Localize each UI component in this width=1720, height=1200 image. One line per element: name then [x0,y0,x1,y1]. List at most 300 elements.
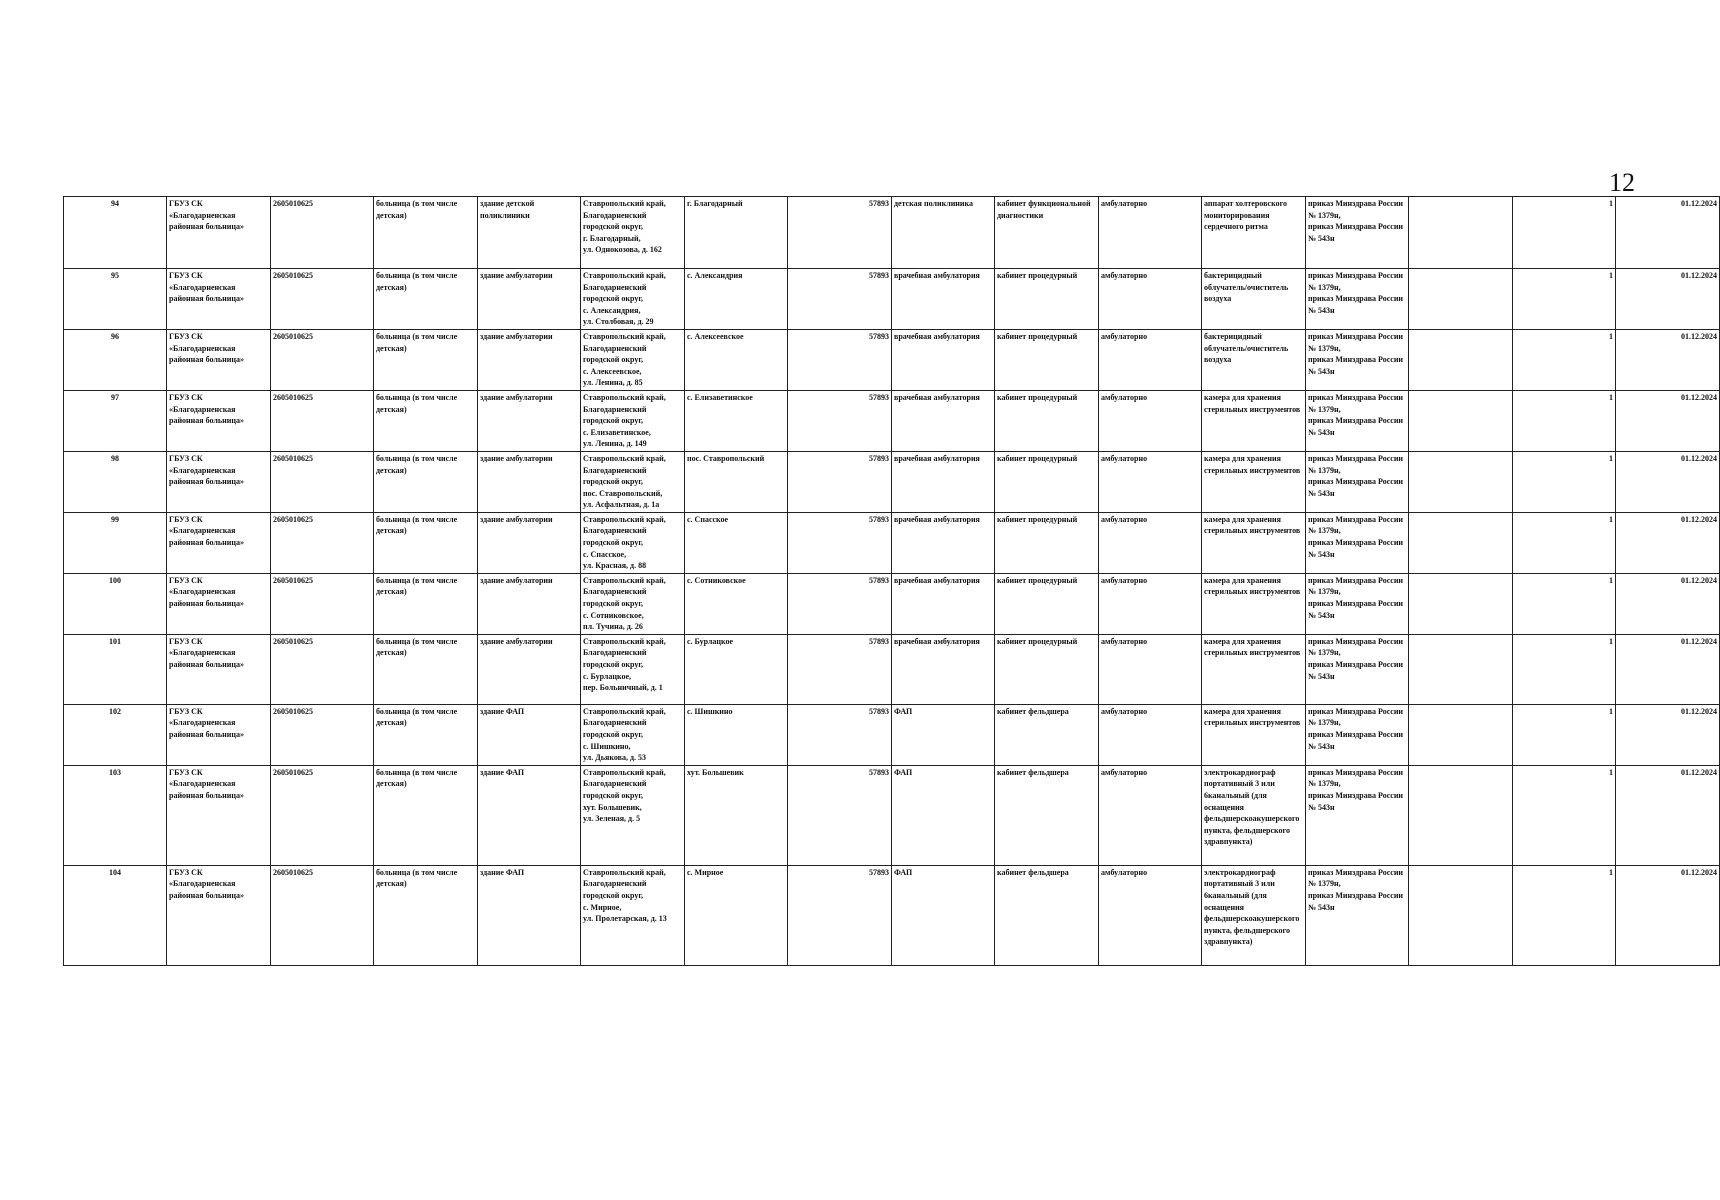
equipment-cell: электрокардиограф портативный 3 или 6канальный (для оснащения фельдшерскоакушерского пункта, фельдшерского здравпункта) [1202,865,1306,965]
address-line: городской округ, [583,477,644,487]
row-number-cell: 103 [64,765,167,865]
building-cell: здание ФАП [478,765,581,865]
unit-cell: врачебная амбулатория [892,573,995,634]
inn-cell: 2605010625 [271,634,374,704]
legal-basis-line: № 1379н, [1308,718,1341,728]
table-row [64,765,1720,865]
legal-basis-line: приказ Минздрава России [1308,294,1404,304]
address-line: Благодарненский [583,343,647,353]
organization-line: ГБУЗ СК [169,767,203,777]
legal-basis-line: приказ Минздрава России [1308,706,1404,716]
legal-basis-line: № 1379н, [1308,587,1341,597]
building-cell: здание амбулатории [478,512,581,573]
unit-cell: врачебная амбулатория [892,451,995,512]
address-line: Ставропольский край, [583,867,666,877]
address-cell [581,573,685,634]
page-number: 12 [1609,168,1635,197]
building-cell: здание амбулатории [478,269,581,330]
organization-line: ГБУЗ СК [169,453,203,463]
building-cell: здание амбулатории [478,451,581,512]
row-number-cell: 102 [64,704,167,765]
inn-cell: 2605010625 [271,329,374,390]
row-number-cell: 95 [64,269,167,330]
quantity-cell: 1 [1513,269,1616,330]
address-line: городской округ, [583,355,644,365]
unit-cell: врачебная амбулатория [892,269,995,330]
legal-basis-line: приказ Минздрава России [1308,477,1404,487]
date-cell: 01.12.2024 [1616,197,1720,269]
room-cell: кабинет процедурный [995,512,1099,573]
address-line: ул. Дьякова, д. 53 [583,753,647,763]
table-row [64,704,1720,765]
locality-cell: с. Александрия [685,269,788,330]
address-line: городской округ, [583,660,644,669]
locality-cell: с. Бурлацкое [685,634,788,704]
unit-cell: врачебная амбулатория [892,329,995,390]
organization-cell [167,390,271,451]
code-cell: 57893 [788,197,892,269]
unit-cell: врачебная амбулатория [892,390,995,451]
legal-basis-line: приказ Минздрава России [1308,867,1404,877]
legal-basis-line: № 543н [1308,427,1335,437]
room-cell: кабинет фельдшера [995,704,1099,765]
legal-basis-line: № 1379н, [1308,282,1341,292]
address-line: с. Алексеевское, [583,366,642,376]
address-line: Ставропольский край, [583,331,666,341]
address-line: Благодарненский [583,210,647,220]
quantity-cell: 1 [1513,197,1616,269]
legal-basis-line: приказ Минздрава России [1308,538,1404,548]
empty-cell [1409,512,1513,573]
quantity-cell: 1 [1513,573,1616,634]
locality-cell: с. Алексеевское [685,329,788,390]
address-line: Благодарненский [583,526,647,536]
legal-basis-line: № 543н [1308,366,1335,376]
building-cell: здание ФАП [478,704,581,765]
facility-type-cell: больница (в том числе детская) [374,269,478,330]
address-line: с. Мирное, [583,902,622,912]
address-line: городской округ, [583,890,644,900]
care-mode-cell: амбулаторно [1099,765,1202,865]
care-mode-cell: амбулаторно [1099,197,1202,269]
empty-cell [1409,197,1513,269]
equipment-cell: камера для хранения стерильных инструментов [1202,573,1306,634]
code-cell: 57893 [788,865,892,965]
address-line: городской округ, [583,599,644,609]
address-line: Ставропольский край, [583,392,666,402]
date-cell: 01.12.2024 [1616,269,1720,330]
unit-cell: врачебная амбулатория [892,634,995,704]
legal-basis-line: № 543н [1308,488,1335,498]
registry-table [63,196,1720,966]
address-line: городской округ, [583,730,644,739]
quantity-cell: 1 [1513,865,1616,965]
legal-basis-line: № 543н [1308,549,1335,559]
locality-cell: с. Мирное [685,865,788,965]
address-line: ул. Красная, д. 88 [583,561,647,571]
quantity-cell: 1 [1513,390,1616,451]
legal-basis-line: № 1379н, [1308,404,1341,414]
legal-basis-line: № 543н [1308,305,1335,315]
organization-line: «Благодарненская [169,648,236,658]
table-row [64,329,1720,390]
address-cell [581,329,685,390]
legal-basis-line: приказ Минздрава России [1308,416,1404,426]
organization-cell [167,512,271,573]
address-line: городской округ, [583,222,644,232]
inn-cell: 2605010625 [271,451,374,512]
address-cell [581,765,685,865]
legal-basis-line: № 543н [1308,610,1335,620]
legal-basis-cell [1306,765,1409,865]
address-line: ул. Столбовая, д. 29 [583,317,654,327]
locality-cell: с. Шишкино [685,704,788,765]
address-line: пер. Больничный, д. 1 [583,683,663,693]
legal-basis-line: приказ Минздрава России [1308,575,1404,585]
address-line: Благодарненский [583,779,647,789]
organization-line: «Благодарненская [169,587,236,597]
address-line: Ставропольский край, [583,706,666,716]
equipment-cell: электрокардиограф портативный 3 или 6канальный (для оснащения фельдшерскоакушерского пункта, фельдшерского здравпункта) [1202,765,1306,865]
organization-line: районная больница» [169,355,244,365]
empty-cell [1409,573,1513,634]
address-line: пос. Ставропольский, [583,488,663,498]
code-cell: 57893 [788,329,892,390]
legal-basis-line: приказ Минздрава России [1308,514,1404,524]
legal-basis-line: приказ Минздрава России [1308,790,1404,800]
row-number-cell: 100 [64,573,167,634]
address-line: пл. Тучина, д. 26 [583,622,643,632]
address-line: с. Шишкино, [583,741,631,751]
unit-cell: детская поликлиника [892,197,995,269]
inn-cell: 2605010625 [271,197,374,269]
date-cell: 01.12.2024 [1616,573,1720,634]
empty-cell [1409,865,1513,965]
organization-line: ГБУЗ СК [169,514,203,524]
organization-line: «Благодарненская [169,465,236,475]
code-cell: 57893 [788,634,892,704]
building-cell: здание ФАП [478,865,581,965]
row-number-cell: 94 [64,197,167,269]
organization-cell [167,451,271,512]
legal-basis-cell [1306,197,1409,269]
legal-basis-line: приказ Минздрава России [1308,660,1404,669]
address-line: Ставропольский край, [583,636,666,646]
organization-line: «Благодарненская [169,718,236,728]
quantity-cell: 1 [1513,512,1616,573]
code-cell: 57893 [788,512,892,573]
address-line: Ставропольский край, [583,767,666,777]
inn-cell: 2605010625 [271,390,374,451]
inn-cell: 2605010625 [271,704,374,765]
organization-line: ГБУЗ СК [169,706,203,716]
room-cell: кабинет процедурный [995,451,1099,512]
facility-type-cell: больница (в том числе детская) [374,865,478,965]
organization-line: «Благодарненская [169,343,236,353]
room-cell: кабинет процедурный [995,329,1099,390]
address-cell [581,704,685,765]
address-cell [581,197,685,269]
row-number-cell: 96 [64,329,167,390]
care-mode-cell: амбулаторно [1099,451,1202,512]
organization-line: районная больница» [169,790,244,800]
organization-line: ГБУЗ СК [169,575,203,585]
table-row [64,573,1720,634]
code-cell: 57893 [788,451,892,512]
legal-basis-line: № 543н [1308,802,1335,812]
address-line: Благодарненский [583,879,647,889]
organization-line: «Благодарненская [169,779,236,789]
legal-basis-line: № 543н [1308,741,1335,751]
care-mode-cell: амбулаторно [1099,704,1202,765]
room-cell: кабинет процедурный [995,390,1099,451]
organization-line: ГБУЗ СК [169,271,203,280]
code-cell: 57893 [788,573,892,634]
inn-cell: 2605010625 [271,269,374,330]
address-cell [581,865,685,965]
table-row [64,512,1720,573]
empty-cell [1409,451,1513,512]
facility-type-cell: больница (в том числе детская) [374,512,478,573]
locality-cell: г. Благодарный [685,197,788,269]
locality-cell: с. Елизаветинское [685,390,788,451]
address-cell [581,390,685,451]
legal-basis-line: приказ Минздрава России [1308,453,1404,463]
equipment-cell: камера для хранения стерильных инструментов [1202,634,1306,704]
address-line: ул. Однокозова, д. 162 [583,245,662,255]
organization-line: ГБУЗ СК [169,331,203,341]
room-cell: кабинет фельдшера [995,865,1099,965]
legal-basis-cell [1306,512,1409,573]
empty-cell [1409,704,1513,765]
organization-line: «Благодарненская [169,282,236,292]
care-mode-cell: амбулаторно [1099,390,1202,451]
organization-cell [167,329,271,390]
equipment-cell: аппарат холтеровского мониторирования сердечного ритма [1202,197,1306,269]
care-mode-cell: амбулаторно [1099,269,1202,330]
address-line: ул. Зеленая, д. 5 [583,814,641,824]
address-line: Благодарненский [583,718,647,728]
legal-basis-line: № 1379н, [1308,210,1341,220]
table-row [64,634,1720,704]
room-cell: кабинет процедурный [995,573,1099,634]
equipment-cell: бактерицидный облучатель/очиститель воздуха [1202,269,1306,330]
address-cell [581,269,685,330]
address-line: городской округ, [583,416,644,426]
legal-basis-cell [1306,390,1409,451]
registry-body [64,197,1720,966]
address-line: ул. Ленина, д. 149 [583,439,647,449]
date-cell: 01.12.2024 [1616,512,1720,573]
table-row [64,197,1720,269]
legal-basis-line: № 1379н, [1308,343,1341,353]
building-cell: здание амбулатории [478,329,581,390]
care-mode-cell: амбулаторно [1099,634,1202,704]
quantity-cell: 1 [1513,451,1616,512]
code-cell: 57893 [788,765,892,865]
date-cell: 01.12.2024 [1616,765,1720,865]
address-line: с. Елизаветинское, [583,427,651,437]
organization-cell [167,634,271,704]
organization-line: «Благодарненская [169,404,236,414]
legal-basis-line: приказ Минздрава России [1308,730,1404,739]
organization-cell [167,197,271,269]
row-number-cell: 104 [64,865,167,965]
organization-cell [167,704,271,765]
organization-line: районная больница» [169,660,244,669]
locality-cell: пос. Ставропольский [685,451,788,512]
care-mode-cell: амбулаторно [1099,329,1202,390]
organization-line: районная больница» [169,477,244,487]
legal-basis-line: № 1379н, [1308,465,1341,475]
organization-line: ГБУЗ СК [169,636,203,646]
address-cell [581,634,685,704]
organization-cell [167,865,271,965]
legal-basis-line: приказ Минздрава России [1308,636,1404,646]
legal-basis-line: № 1379н, [1308,648,1341,658]
address-line: с. Спасское, [583,549,627,559]
empty-cell [1409,329,1513,390]
address-line: Благодарненский [583,282,647,292]
address-line: городской округ, [583,294,644,304]
room-cell: кабинет процедурный [995,269,1099,330]
care-mode-cell: амбулаторно [1099,512,1202,573]
unit-cell: врачебная амбулатория [892,512,995,573]
building-cell: здание амбулатории [478,634,581,704]
code-cell: 57893 [788,704,892,765]
organization-cell [167,765,271,865]
room-cell: кабинет процедурный [995,634,1099,704]
address-cell [581,451,685,512]
legal-basis-line: приказ Минздрава России [1308,271,1404,280]
table-row [64,451,1720,512]
date-cell: 01.12.2024 [1616,704,1720,765]
legal-basis-line: № 543н [1308,233,1335,243]
equipment-cell: камера для хранения стерильных инструментов [1202,512,1306,573]
address-line: с. Бурлацкое, [583,671,632,681]
room-cell: кабинет функциональной диагностики [995,197,1099,269]
address-line: Ставропольский край, [583,575,666,585]
inn-cell: 2605010625 [271,765,374,865]
quantity-cell: 1 [1513,765,1616,865]
inn-cell: 2605010625 [271,512,374,573]
organization-line: районная больница» [169,538,244,548]
address-line: с. Сотниковское, [583,610,644,620]
inn-cell: 2605010625 [271,573,374,634]
organization-line: районная больница» [169,294,244,304]
address-line: Ставропольский край, [583,453,666,463]
empty-cell [1409,269,1513,330]
empty-cell [1409,634,1513,704]
address-line: Благодарненский [583,404,647,414]
organization-line: «Благодарненская [169,210,236,220]
facility-type-cell: больница (в том числе детская) [374,704,478,765]
legal-basis-line: приказ Минздрава России [1308,599,1404,609]
organization-cell [167,573,271,634]
building-cell: здание детской поликлиники [478,197,581,269]
locality-cell: с. Спасское [685,512,788,573]
address-line: Ставропольский край, [583,199,666,208]
locality-cell: с. Сотниковское [685,573,788,634]
facility-type-cell: больница (в том числе детская) [374,197,478,269]
legal-basis-line: приказ Минздрава России [1308,199,1404,208]
organization-line: «Благодарненская [169,879,236,889]
address-line: Ставропольский край, [583,271,666,280]
room-cell: кабинет фельдшера [995,765,1099,865]
address-line: Благодарненский [583,465,647,475]
row-number-cell: 98 [64,451,167,512]
address-line: г. Благодарный, [583,233,641,243]
organization-line: ГБУЗ СК [169,392,203,402]
code-cell: 57893 [788,269,892,330]
row-number-cell: 99 [64,512,167,573]
facility-type-cell: больница (в том числе детская) [374,451,478,512]
address-line: хут. Большевик, [583,802,642,812]
empty-cell [1409,765,1513,865]
legal-basis-line: приказ Минздрава России [1308,890,1404,900]
care-mode-cell: амбулаторно [1099,573,1202,634]
facility-type-cell: больница (в том числе детская) [374,329,478,390]
legal-basis-cell [1306,704,1409,765]
legal-basis-line: № 1379н, [1308,779,1341,789]
care-mode-cell: амбулаторно [1099,865,1202,965]
locality-cell: хут. Большевик [685,765,788,865]
date-cell: 01.12.2024 [1616,865,1720,965]
quantity-cell: 1 [1513,329,1616,390]
legal-basis-line: № 543н [1308,671,1335,681]
row-number-cell: 97 [64,390,167,451]
address-cell [581,512,685,573]
quantity-cell: 1 [1513,704,1616,765]
table-row [64,269,1720,330]
legal-basis-line: № 543н [1308,902,1335,912]
building-cell: здание амбулатории [478,390,581,451]
date-cell: 01.12.2024 [1616,390,1720,451]
facility-type-cell: больница (в том числе детская) [374,765,478,865]
organization-line: районная больница» [169,416,244,426]
legal-basis-cell [1306,269,1409,330]
address-line: ул. Пролетарская, д. 13 [583,914,667,924]
legal-basis-cell [1306,573,1409,634]
unit-cell: ФАП [892,704,995,765]
code-cell: 57893 [788,390,892,451]
table-row [64,865,1720,965]
legal-basis-cell [1306,634,1409,704]
legal-basis-line: № 1379н, [1308,526,1341,536]
empty-cell [1409,390,1513,451]
address-line: Ставропольский край, [583,514,666,524]
date-cell: 01.12.2024 [1616,329,1720,390]
legal-basis-cell [1306,865,1409,965]
organization-line: ГБУЗ СК [169,199,203,208]
legal-basis-line: приказ Минздрава России [1308,222,1404,232]
organization-line: районная больница» [169,730,244,739]
unit-cell: ФАП [892,865,995,965]
unit-cell: ФАП [892,765,995,865]
facility-type-cell: больница (в том числе детская) [374,634,478,704]
equipment-cell: камера для хранения стерильных инструментов [1202,451,1306,512]
inn-cell: 2605010625 [271,865,374,965]
facility-type-cell: больница (в том числе детская) [374,390,478,451]
legal-basis-line: приказ Минздрава России [1308,355,1404,365]
table-row [64,390,1720,451]
equipment-cell: бактерицидный облучатель/очиститель воздуха [1202,329,1306,390]
address-line: Благодарненский [583,648,647,658]
organization-line: районная больница» [169,890,244,900]
legal-basis-line: приказ Минздрава России [1308,767,1404,777]
legal-basis-line: приказ Минздрава России [1308,392,1404,402]
organization-line: районная больница» [169,599,244,609]
